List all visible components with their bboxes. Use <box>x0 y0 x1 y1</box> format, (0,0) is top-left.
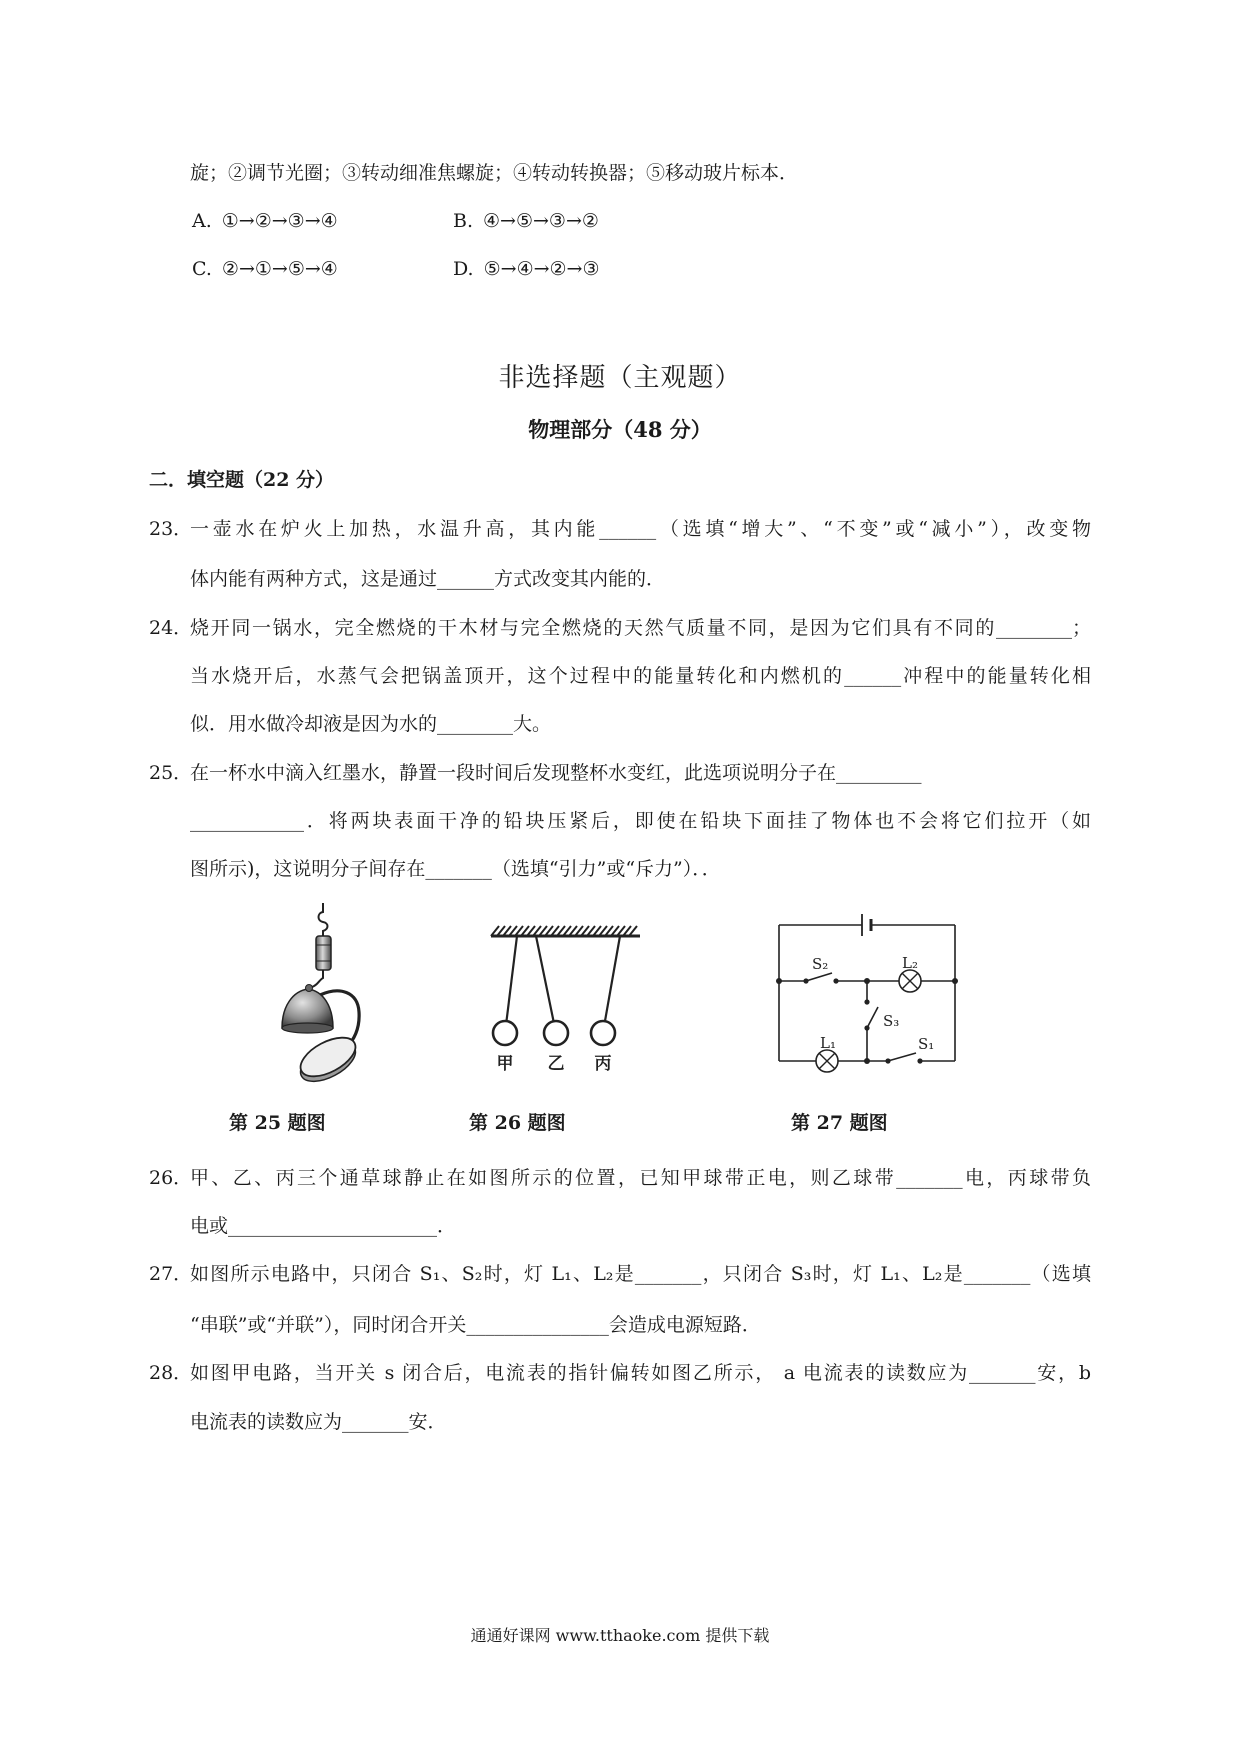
question-line: 图所示)，这说明分子间存在_______（选填“引力”或“斥力”）．． <box>190 858 721 880</box>
part-title: 非选择题（主观题） <box>498 363 742 393</box>
question-line: 烧开同一锅水，完全燃烧的干木材与完全燃烧的天然气质量不同，是因为它们具有不同的________； <box>190 617 1091 639</box>
lead-block-top-rim <box>282 1023 333 1033</box>
figure-25 <box>262 900 372 1085</box>
lower-hook <box>312 970 323 987</box>
question-line: ____________．将两块表面干净的铅块压紧后，即使在铅块下面挂了物体也不会将它们拉开（如 <box>190 810 1091 832</box>
question-number: 24． <box>149 617 193 639</box>
option-text: ⑤→④→②→③ <box>483 258 600 280</box>
caption-figure-25: 第 25 题图 <box>229 1112 326 1134</box>
question-line: 一壶水在炉火上加热，水温升高，其内能______（选填“增大”、“不变”或“减小”），改变物 <box>190 518 1091 540</box>
question-number: 25． <box>149 762 193 784</box>
page-footer: 通通好课网 www.tthaoke.com 提供下载 <box>470 1626 770 1645</box>
caption-figure-27: 第 27 题图 <box>791 1112 888 1134</box>
question-number: 26． <box>149 1167 193 1189</box>
junction-node <box>776 978 782 984</box>
lead-block-top <box>282 989 333 1028</box>
junction-node <box>952 978 958 984</box>
spring-scale <box>316 936 331 970</box>
figure-27 <box>770 910 970 1075</box>
label-s2: S₂ <box>812 955 829 973</box>
option-a <box>192 207 338 235</box>
figure-26 <box>485 915 650 1080</box>
option-text: ②→①→⑤→④ <box>221 258 338 280</box>
question-number: 27． <box>149 1263 193 1285</box>
switch-s3-contact <box>864 999 869 1004</box>
option-c <box>192 255 338 283</box>
question-line: 如图所示电路中，只闭合 S₁、S₂时，灯 L₁、L₂是_______，只闭合 S₃时，灯 L₁、L₂是_______（选填 <box>190 1263 1091 1285</box>
string-bing <box>605 936 620 1021</box>
question-line: 在一杯水中滴入红墨水，静置一段时间后发现整杯水变红，此选项说明分子在_________ <box>190 762 922 784</box>
ball-jia <box>493 1021 517 1045</box>
junction-node <box>864 978 870 984</box>
switch-s3-blade <box>867 1007 878 1028</box>
question-line: 体内能有两种方式，这是通过______方式改变其内能的． <box>190 568 666 590</box>
switch-s3-pivot <box>864 1025 869 1030</box>
option-label: A. <box>192 210 212 232</box>
question-line: 电流表的读数应为_______安． <box>190 1411 447 1433</box>
switch-s1-blade <box>888 1053 916 1061</box>
caption-figure-26: 第 26 题图 <box>469 1112 566 1134</box>
part-subtitle: 物理部分（48 分） <box>528 417 712 442</box>
switch-s2-contact <box>833 978 838 983</box>
option-label: C. <box>192 258 212 280</box>
string-yi <box>536 936 554 1021</box>
option-label: D. <box>453 258 474 280</box>
question-line: “串联”或“并联”），同时闭合开关_______________会造成电源短路． <box>190 1314 761 1336</box>
question-line: 甲、乙、丙三个通草球静止在如图所示的位置，已知甲球带正电，则乙球带_______电，丙球带负 <box>190 1167 1091 1189</box>
previous-question-tail: 旋；②调节光圈；③转动细准焦螺旋；④转动转换器；⑤移动玻片标本． <box>190 162 799 184</box>
question-line: 当水烧开后，水蒸气会把锅盖顶开，这个过程中的能量转化和内燃机的______冲程中的能量转化相 <box>190 665 1091 687</box>
string-jia <box>507 936 518 1021</box>
ball-bing <box>591 1021 615 1045</box>
label-s3: S₃ <box>883 1012 900 1030</box>
switch-s2-blade <box>806 973 832 981</box>
option-label: B. <box>453 210 474 232</box>
label-l2: L₂ <box>902 954 918 972</box>
question-number: 23． <box>149 518 193 540</box>
label-l1: L₁ <box>820 1034 836 1052</box>
label-jia: 甲 <box>496 1054 514 1074</box>
question-line: 如图甲电路，当开关 s 闭合后，电流表的指针偏转如图乙所示， a 电流表的读数应为_______安，b <box>190 1362 1091 1384</box>
support-hook <box>319 903 328 936</box>
question-number: 28． <box>149 1362 193 1384</box>
question-line: 电或______________________． <box>190 1215 457 1237</box>
ball-yi <box>544 1021 568 1045</box>
option-text: ④→⑤→③→② <box>483 210 599 232</box>
section-title: 二．填空题（22 分） <box>149 469 335 491</box>
option-d <box>453 255 600 283</box>
lead-block-knob <box>306 985 313 992</box>
option-b <box>453 207 599 235</box>
option-text: ①→②→③→④ <box>221 210 338 232</box>
label-bing: 丙 <box>594 1054 612 1074</box>
switch-s1-contact <box>917 1058 922 1063</box>
junction-node <box>864 1058 870 1064</box>
label-s1: S₁ <box>918 1035 935 1053</box>
question-line: 似．用水做冷却液是因为水的________大。 <box>190 713 552 735</box>
label-yi: 乙 <box>547 1054 565 1074</box>
